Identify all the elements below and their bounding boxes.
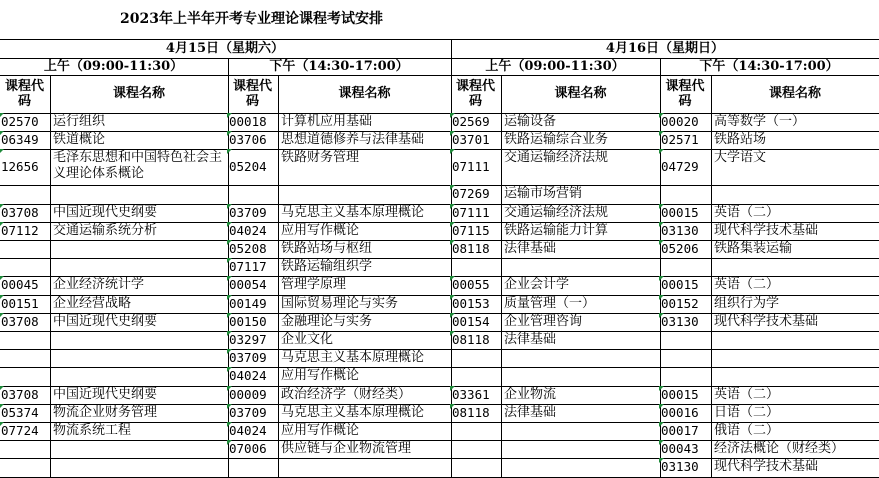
course-name: 现代科学技术基础 <box>711 222 879 241</box>
sheet-title: 2023年上半年开考专业理论课程考试安排 <box>0 0 879 40</box>
course-code: 05208 <box>227 240 279 259</box>
column-header-code: 课程代码 <box>659 75 712 114</box>
course-name: 铁路站场与枢纽 <box>278 240 452 259</box>
course-code: 00153 <box>450 295 502 314</box>
course-name: 现代科学技术基础 <box>711 458 879 477</box>
course-code: 07117 <box>227 258 279 277</box>
course-code: 03361 <box>450 386 502 405</box>
course-name: 铁路财务管理 <box>278 149 452 186</box>
course-name: 企业经营战略 <box>50 295 229 314</box>
course-name: 应用写作概论 <box>278 367 452 386</box>
course-name: 金融理论与实务 <box>278 313 452 332</box>
course-name: 质量管理（一） <box>501 295 661 314</box>
session-header: 下午（14:30-17:00） <box>659 58 879 76</box>
course-name: 英语（二） <box>711 276 879 295</box>
course-code <box>450 422 502 441</box>
course-code: 03130 <box>659 222 712 241</box>
course-code <box>450 258 502 277</box>
column-header-name: 课程名称 <box>501 75 661 114</box>
course-code: 02570 <box>0 113 51 132</box>
course-name: 组织行为学 <box>711 295 879 314</box>
course-code <box>0 349 51 368</box>
course-name: 计算机应用基础 <box>278 113 452 132</box>
course-name: 马克思主义基本原理概论 <box>278 204 452 223</box>
course-code: 00054 <box>227 276 279 295</box>
course-name: 日语（二） <box>711 404 879 423</box>
course-name: 中国近现代史纲要 <box>50 386 229 405</box>
course-code: 00045 <box>0 276 51 295</box>
course-code: 00055 <box>450 276 502 295</box>
course-code: 07724 <box>0 422 51 441</box>
course-code: 03708 <box>0 386 51 405</box>
course-name: 法律基础 <box>501 404 661 423</box>
course-name <box>50 258 229 277</box>
course-code: 05374 <box>0 404 51 423</box>
course-code: 03709 <box>227 349 279 368</box>
course-name: 高等数学（一） <box>711 113 879 132</box>
course-code: 07115 <box>450 222 502 241</box>
course-name <box>711 331 879 350</box>
course-name: 物流系统工程 <box>50 422 229 441</box>
course-name: 中国近现代史纲要 <box>50 204 229 223</box>
course-name <box>501 258 661 277</box>
course-code <box>659 349 712 368</box>
course-code <box>659 185 712 204</box>
course-code: 00018 <box>227 113 279 132</box>
column-header-name: 课程名称 <box>278 75 452 114</box>
course-name: 法律基础 <box>501 240 661 259</box>
course-code: 00015 <box>659 204 712 223</box>
course-name: 铁路站场 <box>711 131 879 150</box>
course-name: 铁道概论 <box>50 131 229 150</box>
course-code: 07112 <box>0 222 51 241</box>
course-name <box>50 367 229 386</box>
course-code: 00016 <box>659 404 712 423</box>
column-header-code: 课程代码 <box>0 75 51 114</box>
session-header: 上午（09:00-11:30） <box>450 58 661 76</box>
course-code: 03709 <box>227 404 279 423</box>
course-name: 法律基础 <box>501 331 661 350</box>
course-name: 企业文化 <box>278 331 452 350</box>
course-code: 00020 <box>659 113 712 132</box>
course-code <box>450 440 502 459</box>
course-code: 07269 <box>450 185 502 204</box>
course-code: 00151 <box>0 295 51 314</box>
course-name: 管理学原理 <box>278 276 452 295</box>
course-name: 铁路运输组织学 <box>278 258 452 277</box>
course-name <box>501 440 661 459</box>
course-code <box>0 185 51 204</box>
course-name <box>711 185 879 204</box>
course-code: 08118 <box>450 240 502 259</box>
course-code: 00015 <box>659 276 712 295</box>
course-name: 马克思主义基本原理概论 <box>278 349 452 368</box>
course-name: 企业会计学 <box>501 276 661 295</box>
course-code <box>659 331 712 350</box>
column-header-name: 课程名称 <box>50 75 229 114</box>
course-name <box>501 367 661 386</box>
course-code: 02571 <box>659 131 712 150</box>
course-name: 企业经济统计学 <box>50 276 229 295</box>
course-code: 07111 <box>450 149 502 186</box>
course-name: 交通运输经济法规 <box>501 149 661 186</box>
course-name: 企业管理咨询 <box>501 313 661 332</box>
course-name <box>50 331 229 350</box>
course-code <box>0 240 51 259</box>
course-code <box>0 258 51 277</box>
course-name <box>278 185 452 204</box>
course-code <box>659 258 712 277</box>
day-header-apr16: 4月16日（星期日） <box>451 40 879 59</box>
course-name: 运输市场营销 <box>501 185 661 204</box>
course-code <box>450 367 502 386</box>
course-code: 03701 <box>450 131 502 150</box>
course-name <box>50 440 229 459</box>
course-name: 现代科学技术基础 <box>711 313 879 332</box>
course-name: 运行组织 <box>50 113 229 132</box>
course-name: 供应链与企业物流管理 <box>278 440 452 459</box>
course-code <box>0 331 51 350</box>
course-code: 12656 <box>0 149 51 186</box>
course-name: 大学语文 <box>711 149 879 186</box>
course-code: 03708 <box>0 204 51 223</box>
course-name <box>711 349 879 368</box>
course-code: 02569 <box>450 113 502 132</box>
course-name <box>50 185 229 204</box>
course-name: 英语（二） <box>711 204 879 223</box>
course-code: 03709 <box>227 204 279 223</box>
column-header-code: 课程代码 <box>227 75 279 114</box>
course-code: 00154 <box>450 313 502 332</box>
course-name <box>711 367 879 386</box>
course-name: 铁路集装运输 <box>711 240 879 259</box>
course-code: 03130 <box>659 313 712 332</box>
course-code: 00149 <box>227 295 279 314</box>
course-name: 交通运输经济法规 <box>501 204 661 223</box>
course-name: 政治经济学（财经类） <box>278 386 452 405</box>
course-name: 英语（二） <box>711 386 879 405</box>
course-name <box>501 349 661 368</box>
course-code: 05206 <box>659 240 712 259</box>
course-name: 铁路运输能力计算 <box>501 222 661 241</box>
course-code: 00152 <box>659 295 712 314</box>
course-name <box>50 349 229 368</box>
course-name: 应用写作概论 <box>278 422 452 441</box>
course-code: 04024 <box>227 222 279 241</box>
course-name: 经济法概论（财经类） <box>711 440 879 459</box>
course-name <box>50 240 229 259</box>
course-name: 交通运输系统分析 <box>50 222 229 241</box>
session-header: 上午（09:00-11:30） <box>0 58 229 76</box>
course-name: 俄语（二） <box>711 422 879 441</box>
course-name: 中国近现代史纲要 <box>50 313 229 332</box>
course-code: 03130 <box>659 458 712 477</box>
course-code: 00009 <box>227 386 279 405</box>
course-code: 03708 <box>0 313 51 332</box>
course-code: 08118 <box>450 331 502 350</box>
course-code: 03706 <box>227 131 279 150</box>
course-name: 铁路运输综合业务 <box>501 131 661 150</box>
course-code: 00017 <box>659 422 712 441</box>
course-code: 00150 <box>227 313 279 332</box>
course-code: 05204 <box>227 149 279 186</box>
course-name: 应用写作概论 <box>278 222 452 241</box>
session-header: 下午（14:30-17:00） <box>227 58 452 76</box>
course-code: 04024 <box>227 422 279 441</box>
course-code: 06349 <box>0 131 51 150</box>
column-header-code: 课程代码 <box>450 75 502 114</box>
course-code <box>0 440 51 459</box>
course-name: 毛泽东思想和中国特色社会主义理论体系概论 <box>50 149 229 186</box>
course-name: 企业物流 <box>501 386 661 405</box>
course-name: 思想道德修养与法律基础 <box>278 131 452 150</box>
course-code: 07111 <box>450 204 502 223</box>
course-code: 03297 <box>227 331 279 350</box>
course-code <box>227 185 279 204</box>
course-code: 00043 <box>659 440 712 459</box>
course-name: 国际贸易理论与实务 <box>278 295 452 314</box>
course-code <box>659 367 712 386</box>
course-code: 04729 <box>659 149 712 186</box>
course-name <box>711 258 879 277</box>
course-code <box>450 349 502 368</box>
column-header-name: 课程名称 <box>711 75 879 114</box>
day-header-apr15: 4月15日（星期六） <box>0 40 452 59</box>
course-name: 马克思主义基本原理概论 <box>278 404 452 423</box>
course-name <box>501 422 661 441</box>
course-code: 07006 <box>227 440 279 459</box>
course-code: 04024 <box>227 367 279 386</box>
course-name: 物流企业财务管理 <box>50 404 229 423</box>
course-code <box>0 367 51 386</box>
course-code: 00015 <box>659 386 712 405</box>
course-code: 08118 <box>450 404 502 423</box>
course-name: 运输设备 <box>501 113 661 132</box>
